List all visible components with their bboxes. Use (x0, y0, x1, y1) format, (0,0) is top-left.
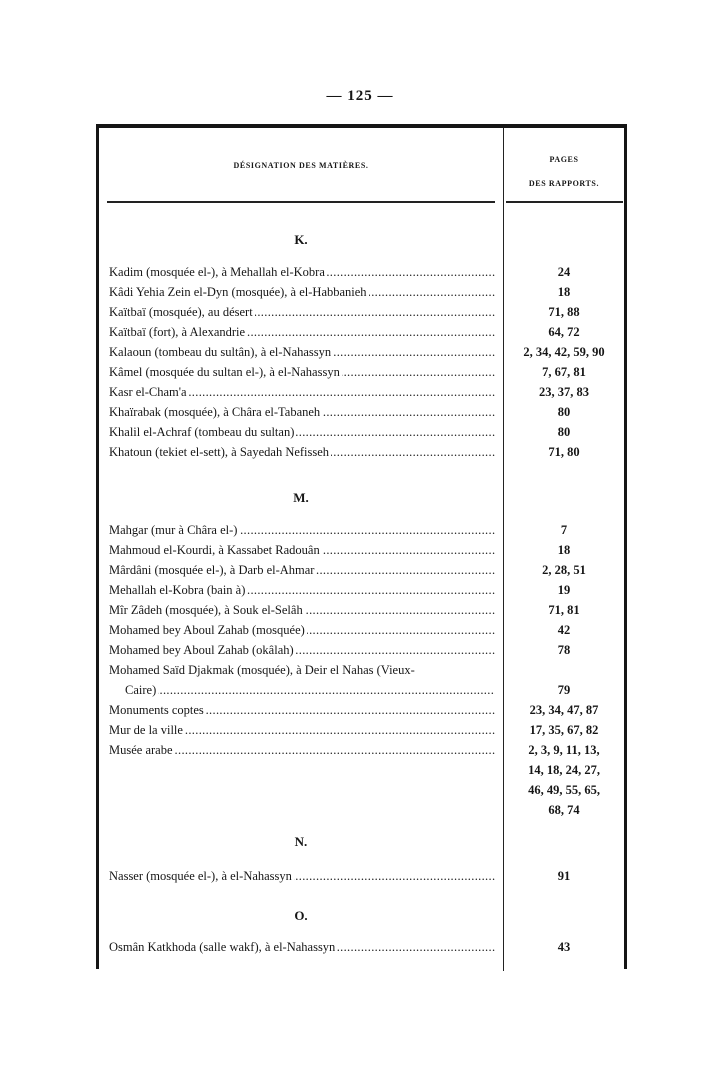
table-row (99, 540, 624, 560)
entry-label: Mârdâni (mosquée el-), à Darb el-Ahmar (109, 563, 315, 577)
table-row (99, 362, 624, 382)
entry-text (109, 560, 495, 580)
table-row (99, 442, 624, 462)
entry-pages: 80 (557, 405, 571, 419)
entry-text (109, 580, 495, 600)
entry-text (109, 302, 495, 322)
entry-text (109, 382, 495, 402)
entry-label: Monuments coptes (109, 703, 204, 717)
table-row (99, 640, 624, 660)
entry-pages: 43 (557, 940, 571, 954)
entry-text (109, 660, 495, 680)
entry-pages: 91 (557, 869, 571, 883)
entry-text (109, 362, 495, 382)
entry-pages: 18 (557, 543, 571, 557)
entry-label: Kâdi Yehia Zein el-Dyn (mosquée), à el-Habbanieh (109, 285, 367, 299)
entry-label: Mohamed bey Aboul Zahab (mosquée) (109, 623, 305, 637)
section-letter-k: K. (294, 232, 308, 247)
entry-text (109, 866, 495, 886)
entry-pages: 71, 81 (548, 603, 580, 617)
entry-label: Kâmel (mosquée du sultan el-), à el-Nahassyn (109, 365, 340, 379)
entry-label (109, 783, 111, 797)
entry-text (109, 540, 495, 560)
pages-header (504, 148, 624, 196)
entry-text (109, 937, 495, 957)
table-row (99, 282, 624, 302)
entry-label: Kasr el-Cham'a (109, 385, 187, 399)
entry-text (109, 600, 495, 620)
table-row (99, 740, 624, 760)
entry-text (109, 740, 495, 760)
table-row (99, 720, 624, 740)
entry-text (109, 342, 495, 362)
entry-pages: 71, 80 (548, 445, 580, 459)
entry-text (109, 282, 495, 302)
entry-pages: 14, 18, 24, 27, (528, 763, 600, 777)
table-row (99, 600, 624, 620)
entry-pages (505, 660, 623, 680)
entry-text (109, 780, 495, 800)
entry-pages: 17, 35, 67, 82 (529, 723, 599, 737)
entry-label: Mîr Zâdeh (mosquée), à Souk el-Selâh (109, 603, 303, 617)
entry-pages: 71, 88 (548, 305, 580, 319)
table-row (99, 402, 624, 422)
entry-pages: 19 (557, 583, 571, 597)
entry-pages: 78 (557, 643, 571, 657)
entry-label: Mohamed Saïd Djakmak (mosquée), à Deir el Nahas (Vieux- (109, 663, 415, 677)
entry-pages: 64, 72 (548, 325, 580, 339)
table-row (99, 780, 624, 800)
entry-text (125, 680, 495, 700)
entry-label: Caire) (125, 683, 157, 697)
entry-pages: 79 (557, 683, 571, 697)
entry-label: Khaïrabak (mosquée), à Châra el-Tabaneh (109, 405, 321, 419)
table-row (99, 866, 624, 886)
entry-text (109, 442, 495, 462)
entry-pages: 7 (560, 523, 568, 537)
entry-label: Nasser (mosquée el-), à el-Nahassyn (109, 869, 292, 883)
table-row (99, 800, 624, 820)
entry-label: Mur de la ville (109, 723, 183, 737)
entry-label: Osmân Katkhoda (salle wakf), à el-Nahassyn (109, 940, 336, 954)
entry-label (109, 763, 111, 777)
entry-text (109, 720, 495, 740)
entry-pages: 80 (557, 425, 571, 439)
table-row (99, 700, 624, 720)
table-row (99, 342, 624, 362)
entry-text (109, 322, 495, 342)
entry-label: Kalaoun (tombeau du sultân), à el-Nahassyn (109, 345, 332, 359)
section-letter-o: O. (294, 908, 308, 923)
section-letter-n: N. (294, 834, 308, 849)
header-rule-right (506, 201, 623, 203)
entry-text (109, 800, 495, 820)
entry-pages: 2, 28, 51 (542, 563, 586, 577)
entry-pages: 2, 3, 9, 11, 13, (528, 743, 600, 757)
entry-text (109, 402, 495, 422)
index-table (96, 124, 627, 969)
table-row (99, 560, 624, 580)
entry-label: Kaïtbaï (fort), à Alexandrie (109, 325, 246, 339)
entry-text (109, 262, 495, 282)
entry-pages: 23, 34, 47, 87 (529, 703, 599, 717)
header-rule-left (107, 201, 495, 203)
entry-label: Kadim (mosquée el-), à Mehallah el-Kobra (109, 265, 325, 279)
page-number: — 125 — (326, 88, 394, 104)
section-letter-m: M. (293, 490, 309, 505)
entry-label: Mahgar (mur à Châra el-) (109, 523, 238, 537)
entry-label: Khalil el-Achraf (tombeau du sultan) (109, 425, 295, 439)
entry-label: Mohamed bey Aboul Zahab (okâlah) (109, 643, 294, 657)
table-row (99, 322, 624, 342)
table-row (99, 302, 624, 322)
table-row (99, 620, 624, 640)
designation-header: DÉSIGNATION DES MATIÈRES. (233, 161, 369, 170)
table-row (99, 262, 624, 282)
table-row (99, 660, 624, 680)
table-row (99, 760, 624, 780)
entry-text (109, 520, 495, 540)
entry-pages: 23, 37, 83 (539, 385, 589, 399)
entry-label: Kaïtbaï (mosquée), au désert (109, 305, 253, 319)
entry-pages: 68, 74 (548, 803, 580, 817)
entry-label: Mehallah el-Kobra (bain à) (109, 583, 246, 597)
entry-pages: 18 (557, 285, 571, 299)
entry-text (109, 620, 495, 640)
entry-text (109, 760, 495, 780)
entry-label (109, 803, 111, 817)
entry-pages: 24 (557, 265, 571, 279)
table-row (99, 937, 624, 957)
entry-text (109, 640, 495, 660)
table-row (99, 422, 624, 442)
entry-label: Khatoun (tekiet el-sett), à Sayedah Nefisseh (109, 445, 330, 459)
table-row (99, 580, 624, 600)
entry-text (109, 700, 495, 720)
entry-text (109, 422, 495, 442)
entry-pages: 46, 49, 55, 65, (528, 783, 600, 797)
pages-header-line1: PAGES (549, 155, 579, 164)
table-row (99, 680, 624, 700)
pages-header-line2: DES RAPPORTS. (528, 179, 600, 188)
entry-pages: 7, 67, 81 (542, 365, 586, 379)
entry-pages: 42 (557, 623, 571, 637)
table-row (99, 520, 624, 540)
entry-label: Musée arabe (109, 743, 173, 757)
table-row (99, 382, 624, 402)
entry-label: Mahmoud el-Kourdi, à Kassabet Radouân (109, 543, 320, 557)
entry-pages: 2, 34, 42, 59, 90 (523, 345, 605, 359)
